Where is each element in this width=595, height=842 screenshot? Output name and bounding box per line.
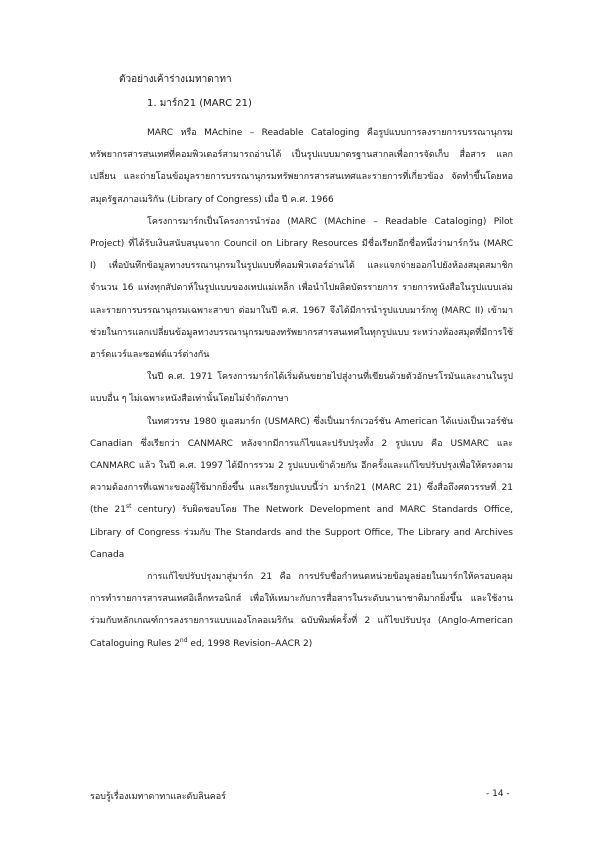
- paragraph-marc-definition: MARC หรือ MAchine – Readable Cataloging คือรูปแบบการลงรายการบรรณานุกรมทรัพยากรสารสนเทศที่คอมพิวเตอร์สามารถอ่านได้ เป็นรูปแบบมาตรฐานสากลเพื่อการจัดเก็บ สื่อสาร แลกเปลี่ยน และถ่ายโอนข้อมูลรายการบรรณานุกรมทรัพยากรสารสนเทศและรายการที่เกี่ยวข้อง จัดทำขึ้นโดยหอสมุดรัฐสภาอเมริกัน (Library of Congress) เมื่อ ปี ค.ศ. 1966: [90, 128, 513, 205]
- paragraph-marc21-history: [90, 411, 513, 566]
- superscript: nd: [179, 636, 188, 644]
- paragraph-text: ed, 1998 Revision–AACR 2): [187, 638, 313, 649]
- body-text: [90, 122, 513, 655]
- paragraph-marc21-revision: [90, 566, 513, 655]
- page-number: - 14 -: [486, 789, 510, 799]
- footer-title: รอบรู้เรื่องเมทาดาทาและดับลินคอร์: [90, 792, 227, 802]
- subsection-heading: 1. มาร์ก21 (MARC 21): [147, 98, 252, 109]
- paragraph-marc-1971: ในปี ค.ศ. 1971 โครงการมาร์กได้เริ่มต้นขยายไปสู่งานที่เขียนด้วยตัวอักษรโรมันและงานในรูปแบบอื่น ๆ ไม่เฉพาะหนังสือเท่านั้นโดยไม่จำกัดภาษา: [90, 372, 513, 405]
- paragraph-text: ในทศวรรษ 1980 ยูเอสมาร์ก (USMARC) ซึ่งเป็นมาร์กเวอร์ชัน American ได้แบ่งเป็นเวอร์ชัน Canadian ซึ่งเรียกว่า CANMARC หลังจากมีการแก้ไขและปรับปรุงทั้ง 2 รูปแบบ คือ USMARC และ CANMARC แล้ว ในปี ค.ศ. 1997 ได้มีการรวม 2 รูปแบบเข้าด้วยกัน อีกครั้งและแก้ไขปรับปรุงเพื่อให้ตรงตามความต้องการที่เฉพาะของผู้ใช้มากยิ่งขึ้น และเรียกรูปแบบนี้ว่า มาร์ก21 (MARC 21) ซึ่งสื่อถึงศตวรรษที่ 21 (the 21: [90, 416, 513, 516]
- paragraph-marc-pilot-project: โครงการมาร์กเป็นโครงการนำร่อง (MARC (MAchine – Readable Cataloging) Pilot Project) ที่ได้รับเงินสนับสนุนจาก Council on Library Resources มีชื่อเรียกอีกชื่อหนึ่งว่ามาร์กวัน (MARC I) เพื่อบันทึกข้อมูลทางบรรณานุกรมในรูปแบบที่คอมพิวเตอร์อ่านได้ และแจกจ่ายออกไปยังห้องสมุดสมาชิกจำนวน 16 แห่งทุกสัปดาห์ในรูปแบบของเทปแม่เหล็ก เพื่อนำไปผลิตบัตรรายการ รายการหนังสือในรูปแบบเล่ม และรายการบรรณานุกรมเฉพาะสาขา ต่อมาในปี ค.ศ. 1967 จึงได้มีการนำรูปแบบมาร์กทู (MARC II) เข้ามาช่วยในการแลกเปลี่ยนข้อมูลทางบรรณานุกรมของทรัพยากรสารสนเทศในทุกรูปแบบ ระหว่างห้องสมุดที่มีการใช้ฮาร์ดแวร์และซอฟต์แวร์ต่างกัน: [90, 216, 513, 361]
- superscript: st: [125, 503, 132, 511]
- section-heading: ตัวอย่างเค้าร่างเมทาดาทา: [119, 74, 232, 85]
- paragraph-text: การแก้ไขปรับปรุงมาสู่มาร์ก 21 คือ การปรับชื่อกำหนดหน่วยข้อมูลย่อยในมาร์กให้ครอบคลุมการทำรายการสารสนเทศอิเล็กทรอนิกส์ เพื่อให้เหมาะกับการสื่อสารในระดับนานาชาติมากยิ่งขึ้น และใช้งานร่วมกับหลักเกณฑ์การลงรายการแบบแองโกลอเมริกัน ฉบับพิมพ์ครั้งที่ 2 แก้ไขปรับปรุง (Anglo-American Cataloguing Rules 2: [90, 572, 513, 649]
- paragraph-text: century) รับผิดชอบโดย The Network Development and MARC Standards Office, Library of Congress ร่วมกับ The Standards and the Support Office, The Library and Archives Canada: [90, 505, 513, 560]
